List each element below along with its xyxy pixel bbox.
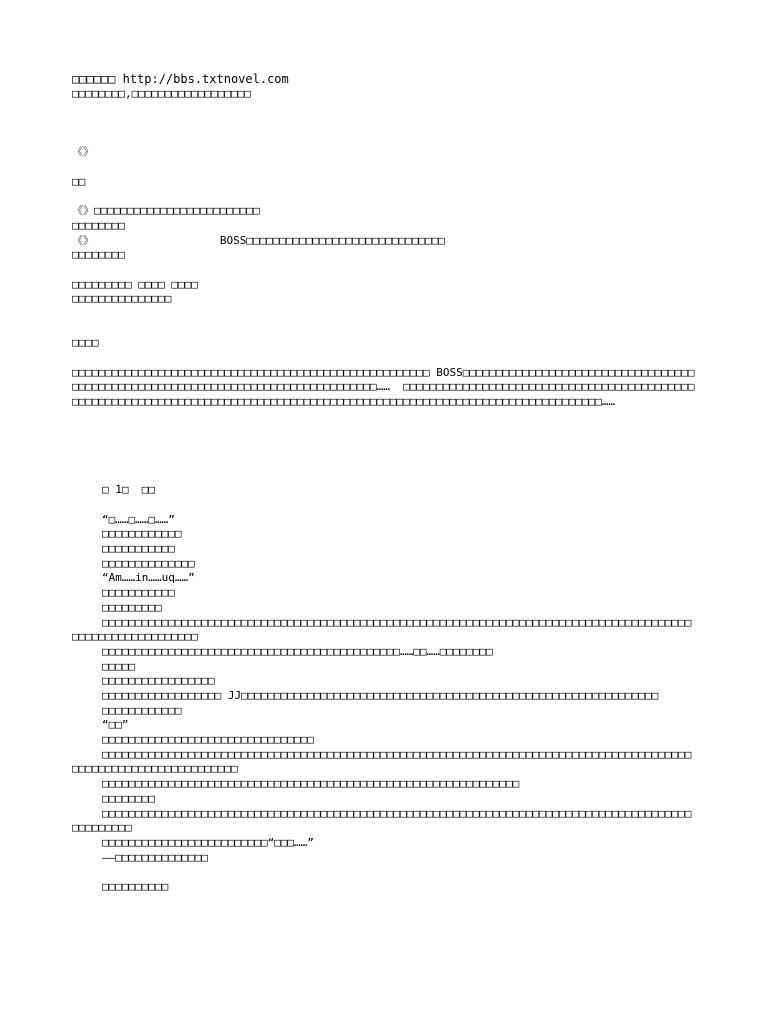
paragraph: □□□□□□□□□□□□ [102,527,182,541]
author-label: □□ [72,174,86,188]
paragraph: □□□□□□□□□□□□□□ [102,556,195,570]
paragraph: “□……□……□……” [102,512,175,526]
info-line-6: □□□□□□□□□□□□□□□ [72,292,172,306]
paragraph: □□□□□□□□□□□□□□□□□ [102,674,215,688]
info-line-1: 《》□□□□□□□□□□□□□□□□□□□□□□□□□ [72,204,260,218]
summary-text: □□□□□□□□□□□□□□□□□□□□□□□□□□□□□□□□□□□□□□□□□□□□□□□□□□□□□□ BOSS□□□□□□□□□□□□□□□□□□□□□□□□□□□□□□□□□□□□□□□□□□□□□□□□□□□□□□□□□□□□□□□□□□□□□□□□□□□□□□□□□…… □□□□□□□□□□□□□□□□□□□□□□□□□□□□□□□□□□□□□□□□□□□□□□□□□□□□□□□□□□□□□□□□□□□□□□□□□□□□□□□□□□□□□□□□□□□□□□□□□□□□□□□□□□□□□□□□□□□□□□□□□□□□…… [72,365,695,409]
info-line-3: 《》 BOSS□□□□□□□□□□□□□□□□□□□□□□□□□□□□□□ [72,233,445,247]
paragraph: “Am……in……uq……” [102,571,195,585]
paragraph: □□□□□□□□□□□□□□□□□□□□□□□□□□□□□□□□ [102,733,314,747]
paragraph: □□□□□□□□□□□□□□□□□□□□□□□□□□□□□□□□□□□□□□□□□□□□□□□□□□□□□□□□□□□□□□□□□□□□□□□□□□□□□□□□□□□□□□□□□□□□□□□□□□ [72,806,692,835]
paragraph: □□□□□□□□□□□ [102,542,175,556]
info-line-2: □□□□□□□□ [72,218,125,232]
paragraph: □□□□□□□□□□□□□□□□□□□□□□□□□□□□□□□□□□□□□□□□□□□□□□□□□□□□□□□□□□□□□□□□□□□□□□□□□□□□□□□□□□□□□□□□□□□□□□□□□□□□□□□□□□□□□□□□□□ [72,747,692,776]
paragraph: □□□□□□□□□□□ [102,586,175,600]
paragraph: “□□” [102,718,129,732]
summary-heading: □□□□ [72,336,99,350]
site-line: □□□□□□ http://bbs.txtnovel.com [72,72,289,86]
chapter-title: □ 1□ □□ [102,483,155,497]
tags-line: □□□□□□□□□ □□□□ □□□□ [72,277,198,291]
paragraph: □□□□□□□□□□□□□□□□□□□□□□□□□□□□□□□□□□□□□□□□□□□□□□□□□□□□□□□□□□□□□□□□□□□□□□□□□□□□□□□□□□□□□□□□□□□□□□□□□□□□□□□□□□□□ [72,615,692,644]
document-page [72,72,696,895]
notice-line: □□□□□□□□,□□□□□□□□□□□□□□□□□□ [72,86,251,100]
paragraph: □□□□□ [102,659,136,673]
paragraph: □□□□□□□□□□□□□□□□□□□□□□□□□□□□□□□□□□□□□□□□□□□□□……□□……□□□□□□□□ [102,644,493,658]
title-mark: 《》 [72,145,94,159]
paragraph: □□□□□□□□□□□□ [102,703,182,717]
paragraph: □□□□□□□□□□□□□□□□□□□□□□□□□□□□□□□□□□□□□□□□□□□□□□□□□□□□□□□□□□□□□□□ [102,777,520,791]
paragraph: □□□□□□□□□□ [102,879,169,893]
paragraph: ——□□□□□□□□□□□□□□ [102,850,208,864]
paragraph: □□□□□□□□□□□□□□□□□□ JJ□□□□□□□□□□□□□□□□□□□□□□□□□□□□□□□□□□□□□□□□□□□□□□□□□□□□□□□□□□□□□□□ [102,688,659,702]
paragraph: □□□□□□□□□□□□□□□□□□□□□□□□□“□□□……” [102,835,314,849]
paragraph: □□□□□□□□ [102,791,155,805]
info-line-4: □□□□□□□□ [72,248,125,262]
paragraph: □□□□□□□□□ [102,600,162,614]
